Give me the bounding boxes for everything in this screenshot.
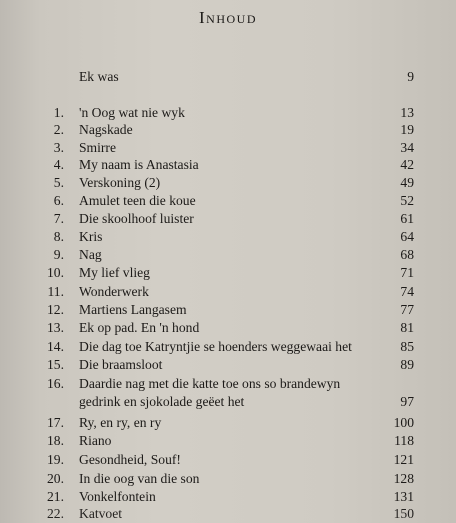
toc-entry-page: 77 — [400, 302, 414, 317]
toc-entry-page: 81 — [400, 320, 414, 335]
toc-entry — [0, 283, 456, 301]
toc-entry-number: 9. — [53, 247, 64, 262]
toc-entry-title: Martiens Langasem — [79, 302, 187, 317]
toc-entry-title: Riano — [79, 433, 112, 448]
toc-entry-number: 12. — [47, 302, 64, 317]
toc-entry — [0, 432, 456, 450]
toc-entry-number: 13. — [47, 320, 64, 335]
toc-entry — [0, 104, 456, 122]
toc-entry-number: 19. — [47, 452, 64, 467]
toc-entry — [0, 414, 456, 432]
toc-entry-number: 18. — [47, 433, 64, 448]
toc-entry — [0, 301, 456, 319]
toc-entry-page: 121 — [393, 452, 414, 467]
toc-entry-title: Nag — [79, 247, 102, 262]
toc-entry-title: Ek op pad. En 'n hond — [79, 320, 200, 335]
toc-entry-number: 7. — [53, 211, 64, 226]
toc-entry-number: 15. — [47, 357, 64, 372]
toc-entry-page: 42 — [400, 157, 414, 172]
toc-entry-page: 150 — [393, 506, 414, 521]
toc-entry — [0, 488, 456, 506]
toc-entry-page: 118 — [394, 433, 414, 448]
toc-entry-title: Die braamsloot — [79, 357, 163, 372]
toc-entry-page: 49 — [400, 175, 414, 190]
toc-entry — [0, 192, 456, 210]
toc-entry-title: Daardie nag met die katte toe ons so brandewyn — [79, 376, 341, 391]
toc-entry — [0, 264, 456, 282]
toc-entry — [0, 121, 456, 139]
toc-entry-title: Wonderwerk — [79, 284, 149, 299]
toc-entry — [0, 375, 456, 411]
toc-entry-title: My naam is Anastasia — [79, 157, 199, 172]
toc-entry-title: Die skoolhoof luister — [79, 211, 194, 226]
toc-entry-title: Amulet teen die koue — [79, 193, 196, 208]
toc-entry — [0, 174, 456, 192]
toc-entry — [0, 139, 456, 157]
toc-entry-page: 97 — [400, 394, 414, 409]
toc-entry-title: My lief vlieg — [79, 265, 150, 280]
toc-entry — [0, 246, 456, 264]
toc-entry-title: 'n Oog wat nie wyk — [79, 105, 185, 120]
toc-entry-page: 34 — [400, 140, 414, 155]
toc-entry-title-continued: gedrink en sjokolade geëet het — [79, 394, 245, 409]
toc-entry-number: 10. — [47, 265, 64, 280]
toc-entry-page: 68 — [400, 247, 414, 262]
toc-entry-number: 14. — [47, 339, 64, 354]
toc-entry-page: 13 — [400, 105, 414, 120]
toc-entry-title: Nagskade — [79, 122, 133, 137]
toc-entry-title: In die oog van die son — [79, 471, 200, 486]
toc-entry-number: 17. — [47, 415, 64, 430]
toc-entry-title: Verskoning (2) — [79, 175, 161, 190]
toc-entry — [0, 338, 456, 356]
toc-entry-number: 8. — [53, 229, 64, 244]
toc-entry-page: 131 — [393, 489, 414, 504]
toc-entry — [0, 319, 456, 337]
toc-entry-number: 3. — [53, 140, 64, 155]
toc-entry — [0, 505, 456, 523]
toc-entry-page: 71 — [400, 265, 414, 280]
toc-entry-page: 74 — [400, 284, 414, 299]
toc-entry-title: Katvoet — [79, 506, 123, 521]
toc-entry-number: 1. — [53, 105, 64, 120]
toc-entry-page: 52 — [400, 193, 414, 208]
toc-entry — [0, 210, 456, 228]
toc-entry-page: 85 — [400, 339, 414, 354]
toc-entry-title: Vonkelfontein — [79, 489, 156, 504]
toc-entry-page: 61 — [400, 211, 414, 226]
toc-entry-title: Gesondheid, Souf! — [79, 452, 181, 467]
toc-entry-page: 100 — [393, 415, 414, 430]
toc-entry-title: Smirre — [79, 140, 116, 155]
toc-entry-page: 9 — [407, 69, 414, 84]
toc-entry-page: 19 — [400, 122, 414, 137]
toc-entry-title: Die dag toe Katryntjie se hoenders weggewaai het — [79, 339, 352, 354]
toc-intro-entry — [0, 68, 456, 86]
toc-entry-title: Ry, en ry, en ry — [79, 415, 162, 430]
toc-entry — [0, 156, 456, 174]
toc-entry-title: Ek was — [79, 69, 119, 84]
toc-entry-number: 4. — [53, 157, 64, 172]
toc-entry — [0, 470, 456, 488]
toc-entry-number: 16. — [47, 376, 64, 391]
toc-entry — [0, 356, 456, 374]
toc-entry-number: 20. — [47, 471, 64, 486]
toc-entry-title: Kris — [79, 229, 103, 244]
toc-entry-number: 5. — [53, 175, 64, 190]
toc-entry-page: 128 — [393, 471, 414, 486]
toc-entry-page: 89 — [400, 357, 414, 372]
page-title: Inhoud — [199, 8, 257, 27]
toc-entry-number: 11. — [47, 284, 64, 299]
toc-entry-number: 6. — [53, 193, 64, 208]
toc-entry-page: 64 — [400, 229, 414, 244]
toc-entry — [0, 228, 456, 246]
toc-entry-number: 2. — [53, 122, 64, 137]
toc-entry-number: 21. — [47, 489, 64, 504]
toc-entry — [0, 451, 456, 469]
toc-entry-number: 22. — [47, 506, 64, 521]
